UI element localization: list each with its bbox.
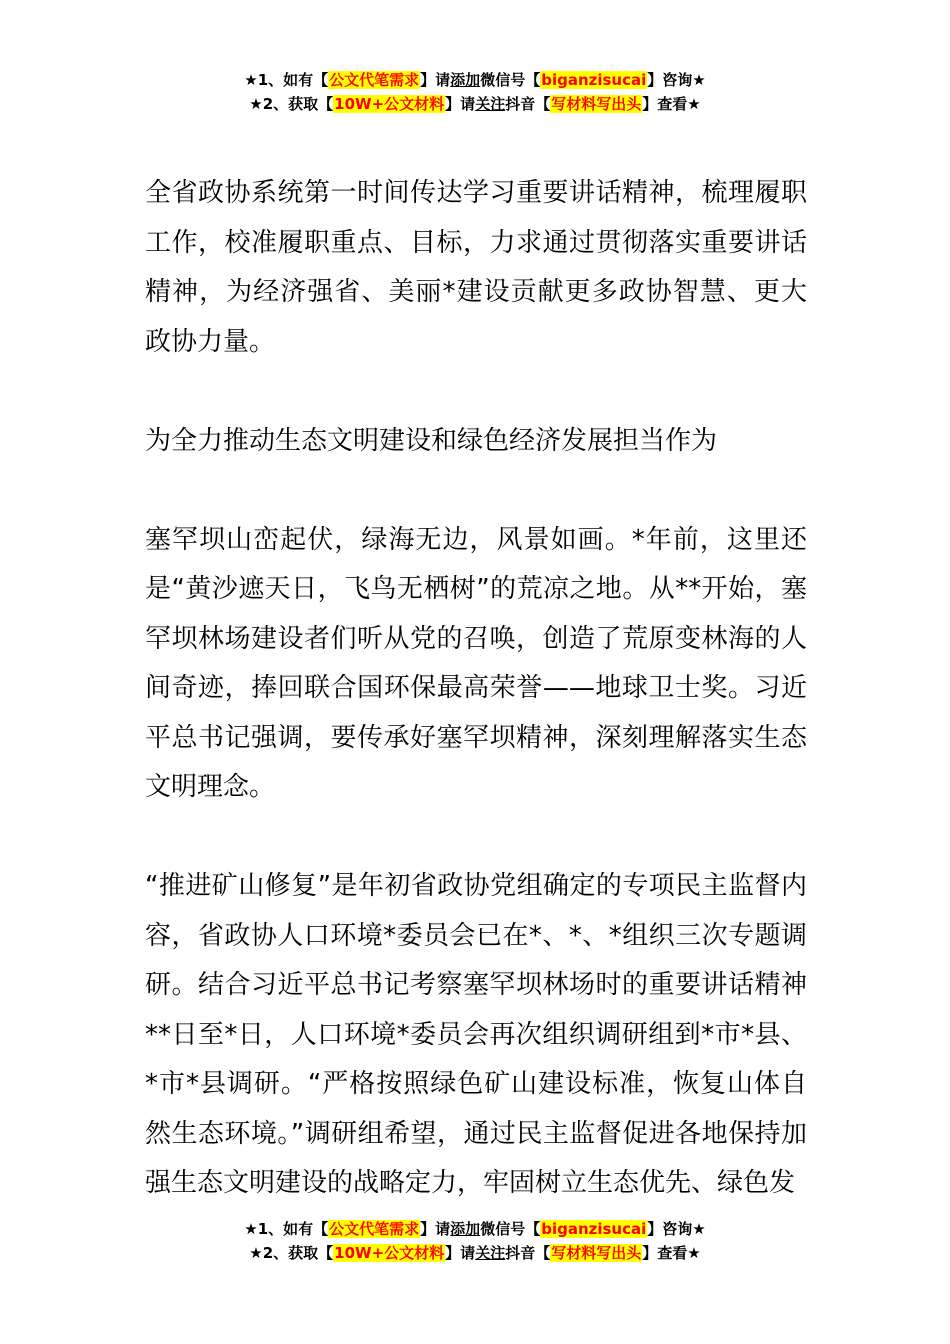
header-line-1-mid: 】请 — [420, 71, 451, 89]
wechat-id-highlight: biganzisucai — [541, 71, 647, 89]
footer-line-2-mid: 】请 — [445, 1244, 476, 1262]
footer-line-2-suffix: 】查看 — [642, 1244, 688, 1262]
paragraph: 塞罕坝山峦起伏，绿海无边，风景如画。*年前，这里还是“黄沙遮天日，飞鸟无栖树”的荒凉之地。从**开始，塞罕坝林场建设者们听从党的召唤，创造了荒原变林海的人间奇迹，捧回联合国环保最高荣誉——地球卫士奖。习近平总书记强调，要传承好塞罕坝精神，深刻理解落实生态文明理念。 — [145, 524, 807, 802]
footer-line-1-suffix: 】咨询 — [647, 1220, 693, 1238]
paragraph: “推进矿山修复”是年初省政协党组确定的专项民主监督内容，省政协人口环境*委员会已在*、*、*组织三次专题调研。结合习近平总书记考察塞罕坝林场时的重要讲话精神**日至*日，人口环境*委员会再次组织调研组到*市*县、*市*县调研。“严格按照绿色矿山建设标准，恢复山体自然生态环境。”调研组希望，通过民主监督促进各地保持加强生态文明建设的战略定力，牢固树立生态优先、绿色发 — [145, 871, 807, 1198]
footer-line-1 — [0, 1217, 950, 1241]
header-line-1-suffix: 】咨询 — [647, 71, 693, 89]
header-line-1 — [0, 68, 950, 92]
star-icon: ★ — [244, 1220, 258, 1238]
footer-line-1-mid-2: 微信号【 — [480, 1220, 541, 1238]
header-line-1-mid-2: 微信号【 — [480, 71, 541, 89]
douyin-account-highlight: 写材料写出头 — [551, 1244, 642, 1262]
douyin-account-highlight: 写材料写出头 — [551, 95, 642, 113]
star-icon: ★ — [687, 95, 701, 113]
service-highlight: 公文代笔需求 — [329, 71, 420, 89]
star-icon: ★ — [687, 1244, 701, 1262]
star-icon: ★ — [692, 1220, 706, 1238]
star-icon: ★ — [249, 1244, 263, 1262]
header-line-2-mid: 】请 — [445, 95, 476, 113]
footer-line-2-prefix: 2、获取【 — [262, 1244, 334, 1262]
wechat-id-highlight: biganzisucai — [541, 1220, 647, 1238]
footer-line-1-prefix: 1、如有【 — [257, 1220, 329, 1238]
header-line-2-prefix: 2、获取【 — [262, 95, 334, 113]
add-emphasis: 添加 — [450, 71, 481, 89]
footer-line-1-mid: 】请 — [420, 1220, 451, 1238]
star-icon: ★ — [249, 95, 263, 113]
header-line-1-prefix: 1、如有【 — [257, 71, 329, 89]
footer-line-2-mid-2: 抖音【 — [505, 1244, 551, 1262]
header-line-2-mid-2: 抖音【 — [505, 95, 551, 113]
header-line-2 — [0, 92, 950, 116]
materials-highlight: 10W+公文材料 — [334, 95, 445, 113]
header-banner — [0, 68, 950, 116]
header-line-2-suffix: 】查看 — [642, 95, 688, 113]
star-icon: ★ — [692, 71, 706, 89]
footer-line-2 — [0, 1241, 950, 1265]
footer-banner — [0, 1217, 950, 1265]
service-highlight: 公文代笔需求 — [329, 1220, 420, 1238]
paragraph: 全省政协系统第一时间传达学习重要讲话精神，梳理履职工作，校准履职重点、目标，力求通过贯彻落实重要讲话精神，为经济强省、美丽*建设贡献更多政协智慧、更大政协力量。 — [145, 178, 807, 357]
document-body — [145, 169, 807, 1209]
star-icon: ★ — [244, 71, 258, 89]
follow-emphasis: 关注 — [475, 95, 506, 113]
add-emphasis: 添加 — [450, 1220, 481, 1238]
section-heading: 为全力推动生态文明建设和绿色经济发展担当作为 — [145, 425, 718, 456]
follow-emphasis: 关注 — [475, 1244, 506, 1262]
materials-highlight: 10W+公文材料 — [334, 1244, 445, 1262]
